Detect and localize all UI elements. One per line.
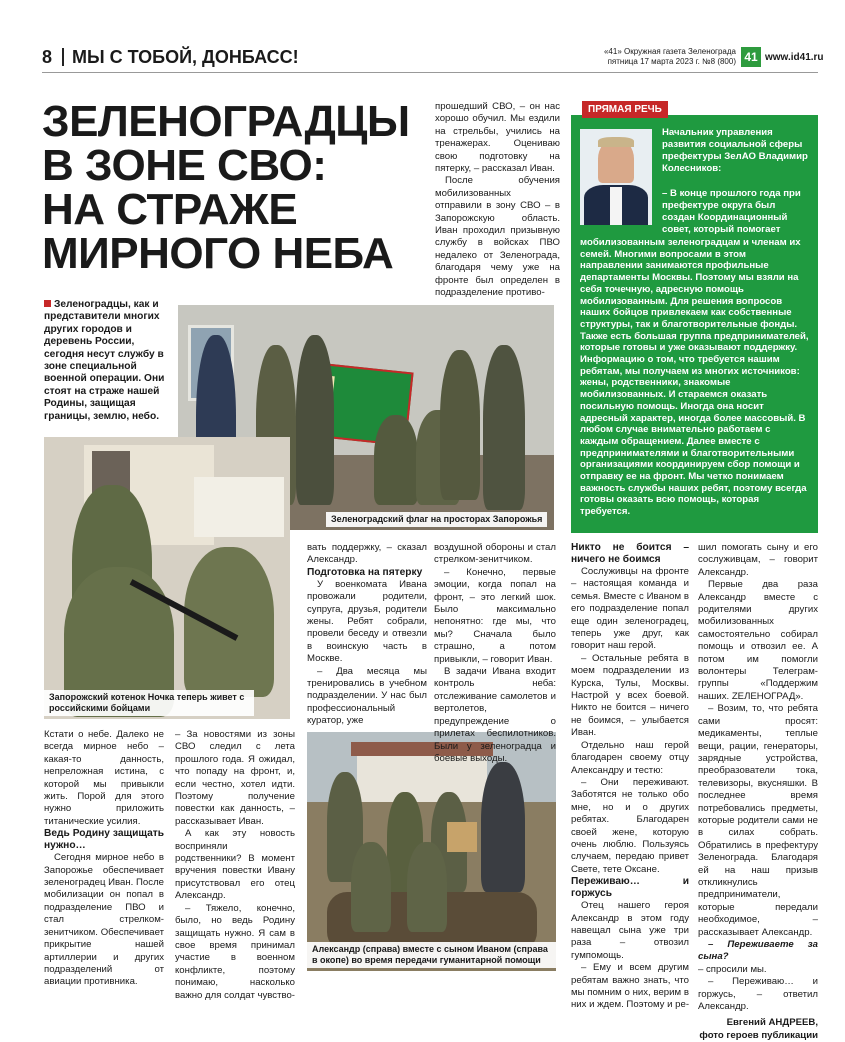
- paper-name: «41» Окружная газета Зеленограда: [603, 47, 736, 56]
- lead-marker: [44, 300, 51, 307]
- caption-trench: Александр (справа) вместе с сыном Иваном (справа в окопе) во время передачи гуманитарной помощи: [307, 942, 556, 968]
- section-title: МЫ С ТОБОЙ, ДОНБАСС!: [72, 47, 299, 67]
- column-1: [44, 729, 164, 989]
- soldier-6: [440, 350, 480, 500]
- alexander: [481, 762, 525, 892]
- col2-p3: – Тяжело, конечно, было, но ведь Родину защищать нужно. Я сам в свое время принимал участие в военном конфликте, поэтому понимаю, насколько важно для солдат чувство-: [175, 902, 296, 1001]
- col4-p1: Сослуживцы на фронте – настоящая команда и семья. Вместе с Иваном в его подразделение попал еще один зеленоградец, теперь уже друг, как говорит наш герой.: [571, 566, 689, 652]
- soldier-4: [374, 415, 418, 505]
- site-url: www.id41.ru: [765, 52, 824, 63]
- col1-p2: Сегодня мирное небо в Запорожье обеспечивает зеленоградец Иван. После мобилизации он попал в подразделение ПВО и стал стрелком-зенитчиком. Обеспечивает прикрытие нашей артиллерии и других подразделений от авиации противника.: [44, 852, 164, 988]
- col4-p5: Отец нашего героя Александр в этом году навещал сына уже три раза – отвозил гумпомощь.: [571, 900, 689, 961]
- soldier-trench-1: [351, 842, 391, 932]
- col2-subhead: Подготовка на пятерку: [307, 566, 423, 578]
- soldier-right: [184, 547, 274, 697]
- col5-p1: шил помогать сыну и его сослуживцам, – говорит Александр.: [698, 542, 818, 578]
- col4-p2: – Остальные ребята в моем подразделении из Курска, Тулы, Москвы. Настрой у всех боевой. Никто не боится – ничего не боимся, – улыбается Иван.: [571, 652, 689, 739]
- direct-speech-tag: ПРЯМАЯ РЕЧЬ: [582, 101, 668, 118]
- aid-boxes: [447, 822, 477, 852]
- col2-upper2-p1: У военкомата Ивана провожали родители, супруга, друзья, родители жены. Ребят собрали, провели беседу и отвезли в воинскую часть в Москве.: [307, 578, 427, 665]
- direct-speech-box: [571, 104, 818, 533]
- col4-p3: Отдельно наш герой благодарен своему отцу Александру и тестю:: [571, 739, 689, 776]
- caption-kitten: Запорожский котенок Ночка теперь живет с российскими бойцами: [44, 690, 254, 716]
- header-rule: [42, 72, 818, 73]
- col4-p4: – Они переживают. Заботятся не только обо мне, но и о других ребятах. Благодарен своей жене, которую очень люблю. Пользуясь случаем, передаю привет Свете, тете Оксане.: [571, 776, 689, 875]
- col4-subhead-1: Никто не боится – ничего не боимся: [571, 542, 689, 565]
- page-header: [0, 0, 845, 76]
- column-5: [698, 542, 818, 1042]
- quote-rest: мобилизованным зеленоградцам и членам их семей. Многими вопросами в этом направлении занимаются профильные департаменты Москвы. Поэтому мы взяли на себя точечную, адресную помощь мобилизованным. Для решения вопросов наших бойцов привлекаем как собственные структуры, так и благотворительные фонды. Также есть большая группа предпринимателей, которые готовы и уже оказывают поддержку. Информацию о том, что требуется нашим ребятам, мы получаем из многих источников: жены, родственники, знакомые мобилизованных. И стараемся оказать посильную помощь. Иногда она носит адресный характер, иногда более массовый. В любом случае внимательно работаем с каждым обращением. Далее вместе с предпринимателями и благотворительными организациями координируем сбор помощи и отправку ее на фронт. Мы четко понимаем важность службы наших ребят, поэтому всегда готовы оказать всю помощь, которая требуется.: [580, 237, 809, 518]
- soldier-3: [296, 335, 334, 505]
- headline-line-4: МИРНОГО НЕБА: [42, 229, 394, 278]
- logo-41-icon: 41: [741, 47, 761, 67]
- lead-text: [44, 299, 174, 423]
- col5-answer: – Переживаю… и горжусь, – ответил Александр.: [698, 976, 818, 1013]
- col2-upper-p: вать поддержку, – сказал Александр.: [307, 542, 427, 566]
- caption-flag: Зеленоградский флаг на просторах Запорожья: [326, 512, 547, 527]
- column-3: [434, 542, 556, 765]
- soldier-7: [483, 345, 525, 510]
- col5-question: – Переживаете за сына?: [698, 939, 818, 963]
- col2-upper2-p2: – Два месяца мы тренировались в учебном подразделении. У нас был профессиональный куратор, уже: [307, 665, 427, 727]
- col5-p3: – Возим, то, что ребята сами просят: медикаменты, теплые вещи, рации, генераторы, зарядные устройства, преобразователи тока, телевизоры, вкусняшки. В последнее время потребовались предметы, которые родители сами не в силах собрать. Обратились в префектуру Зеленограда. Благодаря ей на наш призыв откликнулись предприниматели, которые передали необходимое, – рассказывает Александр.: [698, 703, 818, 938]
- column-4: [571, 542, 689, 1012]
- col3-p3: В задачи Ивана входит контроль неба: отслеживание самолетов и вертолетов, предупреждение о прилетах беспилотников. Были у зеленоградца и боевые выходы.: [434, 666, 556, 764]
- portrait-shirt: [610, 187, 622, 225]
- page-number: 8: [42, 47, 53, 67]
- headline: [42, 97, 432, 278]
- portrait-hair: [598, 137, 634, 147]
- col2-p1: – За новостями из зоны СВО следил с лета прошлого года. Я ожидал, что попаду на фронт, и, если честно, хотел идти. Поэтому получение повестки как данность, – рассказывает Иван.: [175, 729, 295, 827]
- header-separator: [62, 48, 64, 66]
- col4-subhead-2: Переживаю… и горжусь: [571, 876, 689, 900]
- col3-p2: – Конечно, первые эмоции, когда попал на фронт, – это легкий шок. Было максимально непонятно: где мы, что мы? Сначала было страшно, а потом привыкли, – говорит Иван.: [434, 566, 556, 665]
- quote-start: – В конце прошлого года при префектуре округа был создан Координационный совет, который помогает: [662, 188, 801, 235]
- photo-trench: [307, 732, 556, 971]
- col2-p2: А как эту новость восприняли родственники? В момент вручения повестки Ивану присутствовал его отец Александр.: [175, 828, 295, 902]
- photo-kitten: [44, 437, 290, 719]
- headline-line-2: В ЗОНЕ СВО:: [42, 141, 327, 190]
- headline-line-1: ЗЕЛЕНОГРАДЦЫ: [42, 97, 410, 146]
- column-2-upper: [307, 542, 427, 728]
- col5-p2: Первые два раза Александр вместе с родителями других мобилизованных самостоятельно собирал помощь и отвозил ее. А потом им помогли волонтеры Телеграм-группы «Поддержим наших. ZЕЛЕНОГРАД».: [698, 579, 818, 702]
- paper-info: [590, 47, 736, 67]
- speaker-portrait: [580, 129, 652, 225]
- col3-p1: воздушной обороны и стал стрелком-зенитчиком.: [434, 542, 556, 566]
- lead-body: Зеленоградцы, как и представители многих других городов и деревень России, сегодня несут службу в зоне специальной военной операции. Они стоят на страже нашей Родины, защищая границы, землю, небо.: [44, 299, 165, 422]
- intro-p2: После обучения мобилизованных отправили в зону СВО – в Запорожскую область. Иван проходил призывную службу в войсках ПВО недалеко от Зеленограда, благодаря чему уже на фронте был определен в подразделение противо-: [435, 175, 560, 299]
- column-2-lower: [175, 729, 295, 1002]
- intro-p1: прошедший СВО, – он нас хорошо обучил. Мы ездили на стрельбы, учились на тренажерах. Оцениваю свою подготовку на пятерку, – рассказал Иван.: [435, 101, 560, 175]
- col4-p6: – Ему и всем другим ребятам важно знать, что мы помним о них, верим в них и ждем. Поэтому и ре-: [571, 962, 690, 1011]
- headline-line-3: НА СТРАЖЕ: [42, 185, 298, 234]
- col1-p1: Кстати о небе. Далеко не всегда мирное небо – какая-то данность, непреложная истина, с которой мы привыкли жить. Порой для этого нужно приложить титанические усилия.: [44, 729, 164, 827]
- kids-drawings: [194, 477, 284, 537]
- col1-subhead: Ведь Родину защищать нужно…: [44, 828, 164, 852]
- photo-credit: фото героев публикации: [699, 1029, 818, 1041]
- issue-date: пятница 17 марта 2023 г. №8 (800): [607, 57, 736, 66]
- byline: Евгений АНДРЕЕВ,: [726, 1017, 818, 1029]
- intro-column: [435, 101, 560, 300]
- col5-asked: – спросили мы.: [698, 963, 767, 975]
- speaker-title: Начальник управления развития социальной сферы префектуры ЗелАО Владимир Колесников:: [662, 127, 808, 174]
- soldier-trench-2: [407, 842, 447, 932]
